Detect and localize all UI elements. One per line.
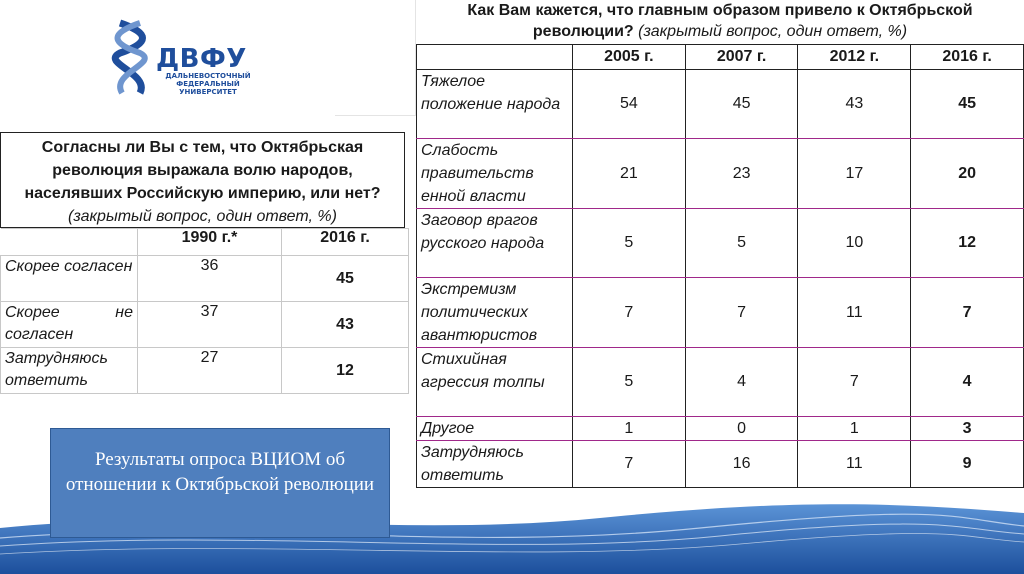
logo-line-2: ФЕДЕРАЛЬНЫЙ — [176, 80, 240, 88]
row-label: Стихийная агрессия толпы — [417, 348, 573, 417]
value-2005: 7 — [572, 441, 685, 488]
value-2012: 10 — [798, 209, 911, 278]
value-2016: 4 — [911, 348, 1024, 417]
survey-source-note: Результаты опроса ВЦИОМ об отношении к Октябрьской революции — [50, 428, 390, 538]
row-label-word: согласен — [5, 326, 74, 343]
row-label: Другое — [417, 417, 573, 441]
value-2016: 45 — [282, 256, 409, 302]
logo-abbreviation: ДВФУ — [156, 44, 247, 74]
value-2016: 3 — [911, 417, 1024, 441]
right-question-text: Как Вам кажется, что главным образом привело к Октябрьской революции? — [467, 2, 973, 40]
row-label-word: не — [115, 304, 133, 321]
dna-helix-icon — [110, 18, 158, 98]
value-2016: 43 — [282, 302, 409, 348]
value-2012: 11 — [798, 441, 911, 488]
table-row — [417, 441, 1024, 488]
value-2012: 1 — [798, 417, 911, 441]
value-2016: 9 — [911, 441, 1024, 488]
row-label: Затрудняюсь ответить — [417, 441, 573, 488]
value-2005: 54 — [572, 70, 685, 139]
value-2012: 17 — [798, 139, 911, 209]
value-2005: 5 — [572, 209, 685, 278]
value-2007: 23 — [685, 139, 798, 209]
right-question — [416, 0, 1024, 44]
value-2005: 1 — [572, 417, 685, 441]
header-cell — [417, 45, 573, 70]
table-row — [417, 70, 1024, 139]
right-question-note: (закрытый вопрос, один ответ, %) — [638, 23, 908, 40]
value-2007: 5 — [685, 209, 798, 278]
header-cell: 2016 г. — [282, 229, 409, 256]
header-cell — [1, 229, 138, 256]
value-2016: 7 — [911, 278, 1024, 348]
dvfu-logo — [110, 18, 260, 98]
table-row — [417, 139, 1024, 209]
table-row — [417, 417, 1024, 441]
table-row — [417, 348, 1024, 417]
table-header-row — [1, 229, 409, 256]
left-question — [0, 132, 405, 228]
table-row — [417, 278, 1024, 348]
value-1990: 27 — [138, 348, 282, 394]
logo-line-3: УНИВЕРСИТЕТ — [179, 88, 237, 96]
value-2012: 7 — [798, 348, 911, 417]
left-survey-table — [0, 228, 409, 394]
value-2016: 45 — [911, 70, 1024, 139]
header-cell: 2016 г. — [911, 45, 1024, 70]
header-cell: 1990 г.* — [138, 229, 282, 256]
value-2005: 5 — [572, 348, 685, 417]
row-label: Заговор врагов русского народа — [417, 209, 573, 278]
row-label — [1, 302, 138, 348]
value-2012: 43 — [798, 70, 911, 139]
table-row — [1, 302, 409, 348]
value-2012: 11 — [798, 278, 911, 348]
table-row — [417, 209, 1024, 278]
header-cell: 2005 г. — [572, 45, 685, 70]
value-2016: 12 — [911, 209, 1024, 278]
table-row — [1, 348, 409, 394]
value-2005: 7 — [572, 278, 685, 348]
decorative-frame — [335, 0, 416, 116]
row-label: Экстремизм политических авантюристов — [417, 278, 573, 348]
table-row — [1, 256, 409, 302]
row-label-word: Скорее — [5, 304, 60, 321]
row-label: Затрудняюсь ответить — [1, 348, 138, 394]
right-survey-table — [416, 44, 1024, 488]
row-label: Слабость правительств енной власти — [417, 139, 573, 209]
value-2007: 16 — [685, 441, 798, 488]
value-2016: 20 — [911, 139, 1024, 209]
row-label: Скорее согласен — [1, 256, 138, 302]
row-label: Тяжелое положение народа — [417, 70, 573, 139]
value-2005: 21 — [572, 139, 685, 209]
logo-line-1: ДАЛЬНЕВОСТОЧНЫЙ — [165, 72, 251, 80]
left-question-note: (закрытый вопрос, один ответ, %) — [68, 208, 337, 225]
header-cell: 2007 г. — [685, 45, 798, 70]
value-1990: 36 — [138, 256, 282, 302]
table-header-row — [417, 45, 1024, 70]
value-2007: 0 — [685, 417, 798, 441]
left-question-text: Согласны ли Вы с тем, что Октябрьская революция выражала волю народов, населявших Российскую империю, или нет? — [24, 139, 381, 202]
value-2016: 12 — [282, 348, 409, 394]
header-cell: 2012 г. — [798, 45, 911, 70]
value-2007: 4 — [685, 348, 798, 417]
value-2007: 45 — [685, 70, 798, 139]
value-1990: 37 — [138, 302, 282, 348]
value-2007: 7 — [685, 278, 798, 348]
